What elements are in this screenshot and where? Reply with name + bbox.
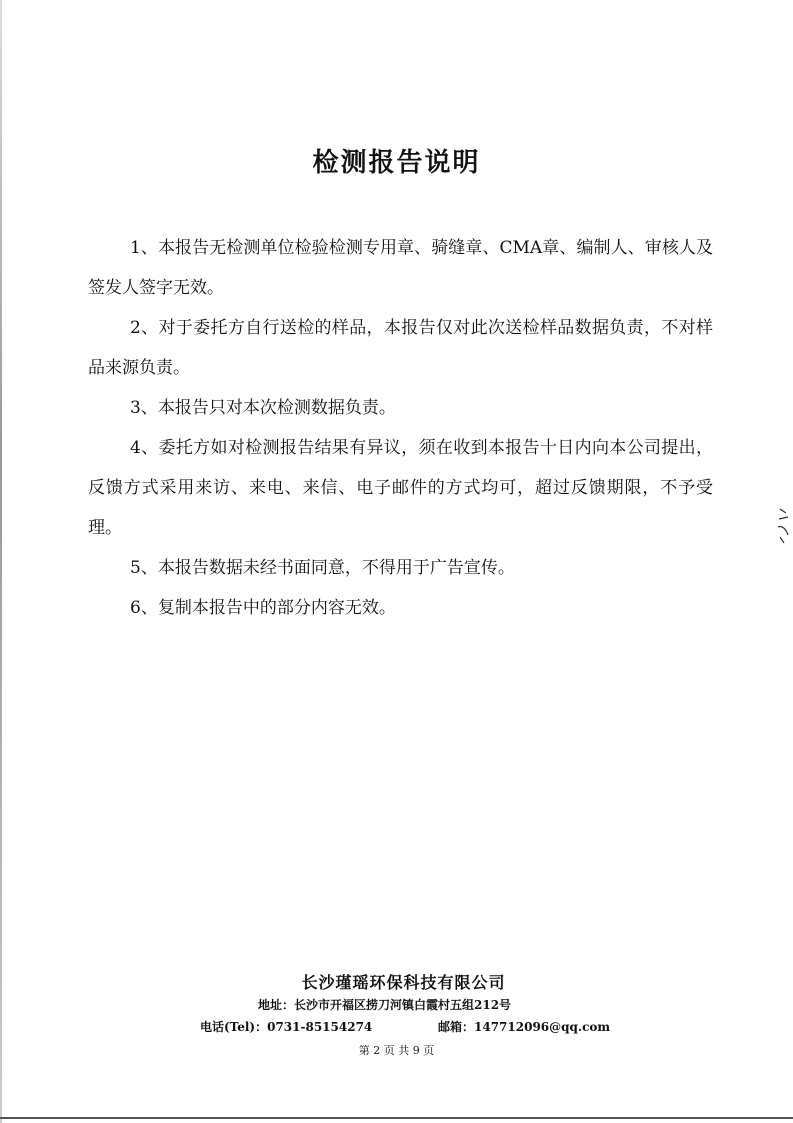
clause-1: 1、本报告无检测单位检验检测专用章、骑缝章、CMA章、编制人、审核人及签发人签字无效。 bbox=[88, 238, 713, 298]
clause-6: 6、复制本报告中的部分内容无效。 bbox=[130, 598, 396, 618]
clause-list bbox=[88, 228, 713, 628]
email-address: 邮箱：147712096@qq.com bbox=[438, 1020, 611, 1034]
clause-5: 5、本报告数据未经书面同意，不得用于广告宣传。 bbox=[130, 558, 515, 578]
page-number: 第 2 页 共 9 页 bbox=[358, 1044, 435, 1057]
company-name: 长沙瑾瑶环保科技有限公司 bbox=[301, 973, 506, 992]
company-address: 地址：长沙市开福区捞刀河镇白霞村五组212号 bbox=[258, 998, 512, 1012]
clause-4: 4、委托方如对检测报告结果有异议，须在收到本报告十日内向本公司提出，反馈方式采用来访、来电、来信、电子邮件的方式均可，超过反馈期限，不予受理。 bbox=[88, 438, 713, 538]
page-title: 检测报告说明 bbox=[312, 148, 481, 178]
scan-edge-bottom bbox=[0, 1117, 793, 1119]
clause-2: 2、对于委托方自行送检的样品，本报告仅对此次送检样品数据负责，不对样品来源负责。 bbox=[88, 318, 713, 378]
phone-number: 电话(Tel)：0731-85154274 bbox=[200, 1020, 373, 1034]
footer bbox=[0, 970, 793, 1057]
contact-line bbox=[200, 1018, 620, 1035]
seal-edge-mark bbox=[776, 505, 792, 545]
clause-3: 3、本报告只对本次检测数据负责。 bbox=[130, 398, 396, 418]
